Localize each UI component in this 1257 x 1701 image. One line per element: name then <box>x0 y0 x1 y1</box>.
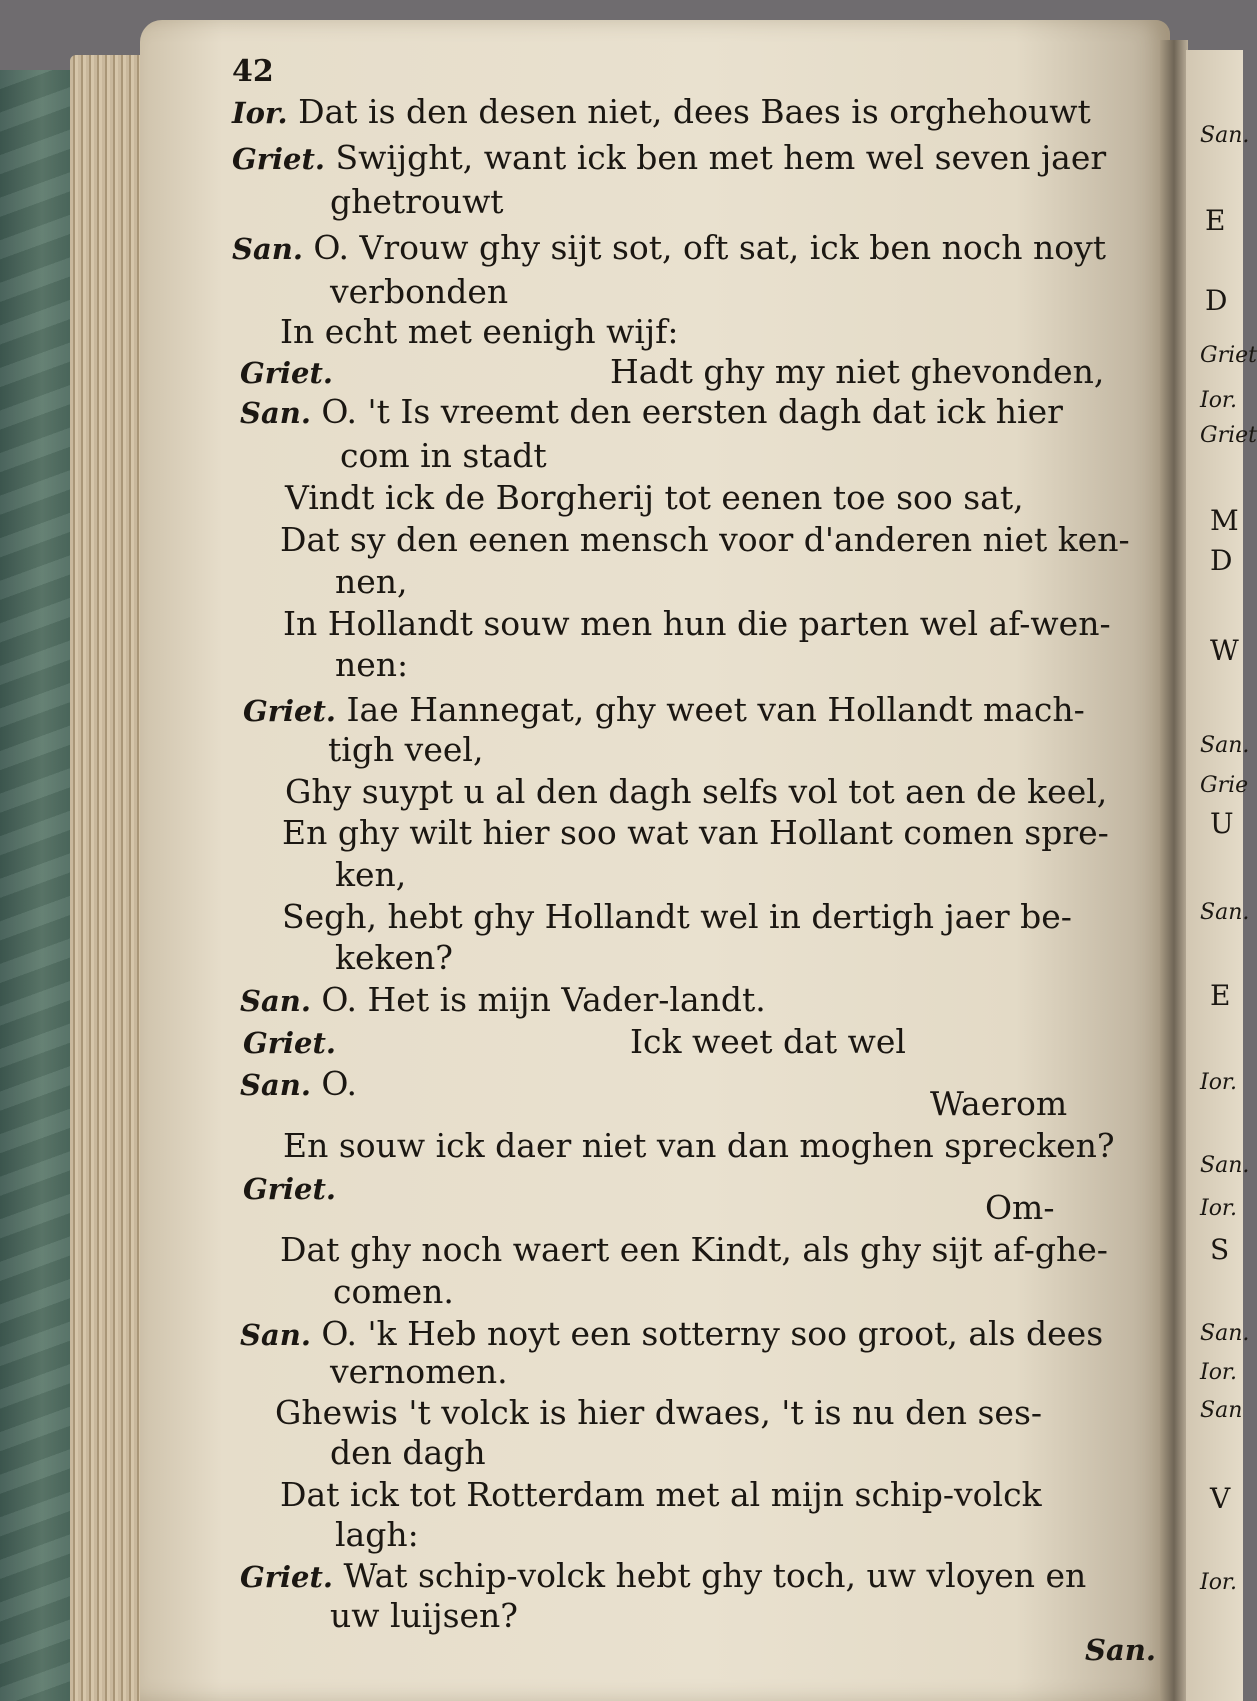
right-margin-text: Griet <box>1200 423 1257 448</box>
right-margin-text: U <box>1210 807 1234 840</box>
text-line: Dat ghy noch waert een Kindt, als ghy sijt af-ghe- <box>280 1230 1108 1269</box>
text-line: Hadt ghy my niet ghevonden, <box>610 352 1105 391</box>
right-margin-text: E <box>1210 979 1231 1012</box>
speaker-label: Griet. <box>240 1560 334 1594</box>
text-line <box>240 1064 357 1105</box>
text-line: Segh, hebt ghy Hollandt wel in dertigh jaer be- <box>282 897 1072 936</box>
line-text: Wat schip-volck hebt ghy toch, uw vloyen en <box>343 1556 1087 1595</box>
right-margin-text: San. <box>1200 123 1250 148</box>
right-margin-text: San. <box>1200 1321 1250 1346</box>
text-line: uw luijsen? <box>330 1596 518 1635</box>
text-line: Vindt ick de Borgherij tot eenen toe soo sat, <box>285 478 1024 517</box>
speaker-label: San. <box>240 1318 311 1352</box>
text-line: comen. <box>333 1272 454 1311</box>
right-margin-text: D <box>1205 284 1228 317</box>
text-line: En ghy wilt hier soo wat van Hollant comen spre- <box>282 813 1109 852</box>
text-line <box>243 690 1085 731</box>
right-margin-text: San. <box>1200 733 1250 758</box>
text-line: ghetrouwt <box>330 182 504 221</box>
catchword: San. <box>1085 1633 1156 1667</box>
speaker-label: Griet. <box>240 356 334 390</box>
text-line: verbonden <box>330 272 509 311</box>
right-margin-text: Grie <box>1200 773 1249 798</box>
right-margin-text: San <box>1200 1398 1243 1423</box>
right-margin-text: S <box>1210 1233 1230 1266</box>
right-margin-text: Ior. <box>1200 1360 1238 1385</box>
text-line: com in stadt <box>340 436 547 475</box>
text-line <box>243 1168 336 1209</box>
text-line <box>243 1022 336 1063</box>
text-line: tigh veel, <box>328 730 484 769</box>
speaker-label: San. <box>240 396 311 430</box>
line-text: O. Vrouw ghy sijt sot, oft sat, ick ben noch noyt <box>313 228 1106 267</box>
text-line: Ghy suypt u al den dagh selfs vol tot aen de keel, <box>285 772 1108 811</box>
speaker-label: San. <box>240 1068 311 1102</box>
left-page <box>140 20 1170 1701</box>
right-margin-text: San. <box>1200 1153 1250 1178</box>
text-line: Om- <box>985 1188 1055 1227</box>
right-margin-text: Ior. <box>1200 388 1238 413</box>
line-text: Swijght, want ick ben met hem wel seven jaer <box>335 138 1107 177</box>
text-line: keken? <box>335 938 453 977</box>
text-line: In echt met eenigh wijf: <box>280 312 679 351</box>
text-line: Ghewis 't volck is hier dwaes, 't is nu den ses- <box>275 1393 1043 1432</box>
text-line <box>240 980 766 1021</box>
line-text: O. 'k Heb noyt een sotterny soo groot, als dees <box>321 1314 1104 1353</box>
text-line <box>240 1556 1086 1597</box>
speaker-label: San. <box>240 984 311 1018</box>
text-line: Ick weet dat wel <box>630 1022 906 1061</box>
line-text: Dat is den desen niet, dees Baes is orghehouwt <box>298 92 1091 131</box>
right-margin-text: E <box>1205 204 1226 237</box>
text-line: nen: <box>335 645 409 684</box>
right-margin-text: Ior. <box>1200 1070 1238 1095</box>
line-text: O. Het is mijn Vader-landt. <box>321 980 766 1019</box>
text-line: lagh: <box>335 1515 419 1554</box>
text-line: den dagh <box>330 1433 486 1472</box>
speaker-label: Griet. <box>243 1026 337 1060</box>
text-line <box>232 228 1106 269</box>
right-margin-text: D <box>1210 544 1233 577</box>
right-margin-text: M <box>1210 504 1239 537</box>
book-gutter <box>1160 40 1188 1701</box>
text-line <box>240 392 1063 433</box>
text-line <box>240 352 333 393</box>
text-line: ken, <box>335 855 407 894</box>
text-line: vernomen. <box>330 1352 508 1391</box>
line-text: Iae Hannegat, ghy weet van Hollandt mach- <box>346 690 1085 729</box>
speaker-label: Griet. <box>243 1172 337 1206</box>
text-line: In Hollandt souw men hun die parten wel af-wen- <box>283 604 1111 643</box>
text-line: Dat sy den eenen mensch voor d'anderen niet ken- <box>280 520 1130 559</box>
text-line: En souw ick daer niet van dan moghen sprecken? <box>283 1126 1115 1165</box>
right-margin-text: V <box>1210 1482 1231 1515</box>
line-text: O. 't Is vreemt den eersten dagh dat ick hier <box>321 392 1063 431</box>
speaker-label: San. <box>232 232 303 266</box>
text-line <box>240 1314 1103 1355</box>
speaker-label: Griet. <box>243 694 337 728</box>
text-line <box>232 138 1106 179</box>
right-margin-text: Ior. <box>1200 1196 1238 1221</box>
text-line: Dat ick tot Rotterdam met al mijn schip-volck <box>280 1475 1042 1514</box>
speaker-label: Griet. <box>232 142 326 176</box>
page-number: 42 <box>232 54 274 89</box>
text-line: nen, <box>335 562 408 601</box>
right-margin-text: W <box>1210 634 1239 667</box>
line-text: O. <box>321 1064 358 1103</box>
right-margin-text: San. <box>1200 900 1250 925</box>
right-margin-text: Ior. <box>1200 1570 1238 1595</box>
text-line: Waerom <box>930 1084 1068 1123</box>
text-line <box>232 92 1091 133</box>
speaker-label: Ior. <box>232 96 288 130</box>
right-margin-text: Griet <box>1200 343 1257 368</box>
